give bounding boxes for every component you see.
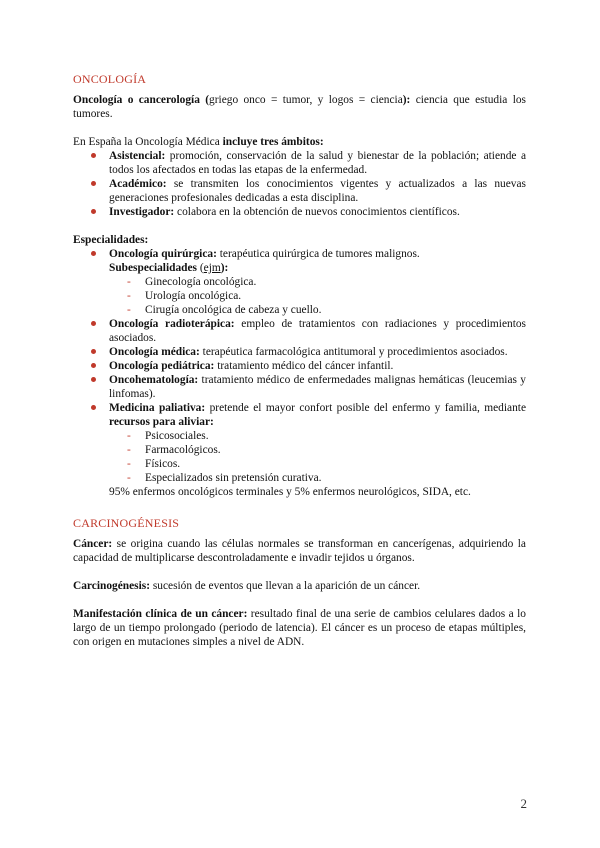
list-item — [109, 359, 526, 373]
carcinogenesis-text: sucesión de eventos que llevan a la aparición de un cáncer. — [150, 580, 421, 592]
list-item-text: tratamiento médico del cáncer infantil. — [214, 360, 394, 372]
sub-list-item: - Urología oncológica. — [145, 289, 526, 303]
especialidades-title — [73, 233, 526, 247]
list-item — [109, 317, 526, 345]
recursos-list — [109, 429, 526, 485]
subespecialidades-term: Subespecialidades — [109, 262, 197, 274]
list-item — [109, 149, 526, 177]
cancer-paragraph — [73, 537, 526, 565]
sub-list-item: - Psicosociales. — [145, 429, 526, 443]
list-item-text: promoción, conservación de la salud y bienestar de la población; atiende a todos los afectados en todas las etapas de la enfermedad. — [109, 150, 526, 176]
list-item-text: empleo de tratamientos con radiaciones y procedimientos asociados. — [109, 318, 526, 344]
list-item-term: Académico: — [109, 178, 167, 190]
page-number: 2 — [520, 796, 527, 811]
list-item — [109, 401, 526, 499]
list-item-text: tratamiento médico de enfermedades malignas hemáticas (leucemias y linfomas). — [109, 374, 526, 400]
porcentaje-note: 95% enfermos oncológicos terminales y 5% enfermos neurológicos, SIDA, etc. — [109, 486, 471, 498]
ambitos-intro-text: En España la Oncología Médica — [73, 136, 223, 148]
especialidades-label: Especialidades: — [73, 234, 149, 246]
list-item-text: colabora en la obtención de nuevos conocimientos científicos. — [174, 206, 460, 218]
definition-term: Oncología o cancerología ( — [73, 94, 210, 106]
list-item-term: Medicina paliativa: — [109, 402, 206, 414]
ambitos-list — [73, 149, 526, 219]
list-item — [109, 177, 526, 205]
document-page — [73, 72, 526, 649]
subespecialidades-list — [109, 275, 526, 317]
paren-open: ( — [196, 262, 204, 274]
list-item — [109, 247, 526, 317]
carcinogenesis-term: Carcinogénesis: — [73, 580, 150, 592]
list-item — [109, 373, 526, 401]
list-item-term: Investigador: — [109, 206, 175, 218]
list-item — [109, 345, 526, 359]
list-item-text: terapéutica farmacológica antitumoral y procedimientos asociados. — [199, 346, 508, 358]
ambitos-intro-bold: incluye tres ámbitos: — [222, 136, 324, 148]
manifestacion-paragraph — [73, 607, 526, 649]
sub-list-item: - Especializados sin pretensión curativa. — [145, 471, 526, 485]
sub-list-item: - Farmacológicos. — [145, 443, 526, 457]
list-item — [109, 205, 526, 219]
definition-paragraph — [73, 93, 526, 121]
manifestacion-text: resultado final de una serie de cambios celulares dados a lo largo de un tiempo prolongado (periodo de latencia). El cáncer es un proceso de etapas múltiples, con origen en mutaciones simples a nivel de ADN. — [73, 608, 526, 648]
list-item-text: se transmiten los conocimientos vigentes y actualizados a las nuevas generaciones profesionales dedicadas a esta disciplina. — [109, 178, 526, 204]
carcinogenesis-paragraph — [73, 579, 526, 593]
list-item-term: Oncología médica: — [109, 346, 200, 358]
list-item-term: Oncología radioterápica: — [109, 318, 235, 330]
list-item-term: Oncohematología: — [109, 374, 199, 386]
cancer-text: se origina cuando las células normales se transforman en cancerígenas, adquiriendo la capacidad de multiplicarse descontroladamente e invadir tejidos u órganos. — [73, 538, 526, 564]
section-heading-oncologia: ONCOLOGÍA — [73, 72, 147, 86]
list-item-term: Oncología quirúrgica: — [109, 248, 217, 260]
manifestacion-term: Manifestación clínica de un cáncer: — [73, 608, 248, 620]
ambitos-intro — [73, 135, 526, 149]
definition-etymology: griego onco = tumor, y logos = ciencia — [209, 94, 403, 106]
especialidades-list — [73, 247, 526, 499]
sub-list-item: - Físicos. — [145, 457, 526, 471]
list-item-term: Asistencial: — [109, 150, 166, 162]
cancer-term: Cáncer: — [73, 538, 113, 550]
sub-list-item: - Ginecología oncológica. — [145, 275, 526, 289]
paren-close: ): — [220, 262, 229, 274]
list-item-text: pretende el mayor confort posible del enfermo y familia, mediante — [205, 402, 526, 414]
definition-text: ciencia que estudia los tumores. — [73, 94, 526, 120]
recursos-term: recursos para aliviar: — [109, 416, 214, 428]
sub-list-item: - Cirugía oncológica de cabeza y cuello. — [145, 303, 526, 317]
list-item-term: Oncología pediátrica: — [109, 360, 215, 372]
definition-close: ): — [402, 94, 411, 106]
ejm-abbreviation: ejm — [203, 262, 221, 274]
subespecialidades-label — [109, 261, 526, 275]
section-heading-carcinogenesis: CARCINOGÉNESIS — [73, 516, 180, 530]
list-item-text: terapéutica quirúrgica de tumores malignos. — [216, 248, 420, 260]
